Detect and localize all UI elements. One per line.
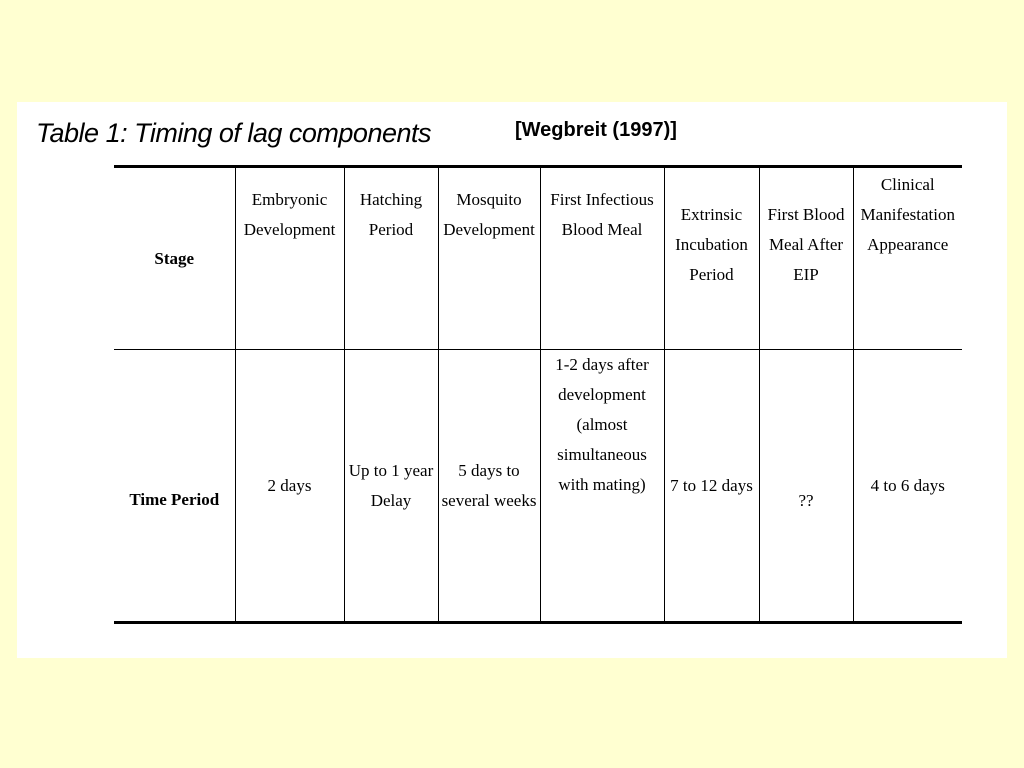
citation: [Wegbreit (1997)]: [515, 119, 677, 141]
period-embryonic-development: 2 days: [267, 475, 312, 495]
period-first-infectious-blood-meal: 1-2 days after development (almost simultaneous with mating): [555, 355, 649, 494]
time-period-cell: [759, 350, 853, 623]
row-header-time-period: Time Period: [114, 350, 235, 623]
period-extrinsic-incubation: 7 to 12 days: [670, 475, 753, 495]
period-mosquito-development: 5 days to several weeks: [441, 460, 537, 510]
stage-mosquito-development: Mosquito Development: [443, 190, 535, 239]
period-clinical-manifestation: 4 to 6 days: [870, 475, 945, 495]
stage-hatching-period: Hatching Period: [359, 190, 423, 239]
slide-title: Table 1: Timing of lag components: [36, 118, 431, 148]
stage-row: [114, 167, 962, 350]
stage-first-blood-meal-after-eip: First Blood Meal After EIP: [767, 205, 845, 284]
period-hatching-period: Up to 1 year Delay: [348, 460, 434, 510]
period-first-blood-meal-after-eip: ??: [798, 490, 814, 510]
stage-cell: [540, 167, 664, 350]
time-period-cell: [344, 350, 438, 623]
time-period-cell: [235, 350, 344, 623]
time-period-row: [114, 350, 962, 623]
lag-components-table: [114, 165, 962, 624]
stage-cell: [235, 167, 344, 350]
stage-cell: [438, 167, 540, 350]
stage-first-infectious-blood-meal: First Infectious Blood Meal: [550, 190, 654, 239]
stage-cell: [759, 167, 853, 350]
stage-embryonic-development: Embryonic Development: [243, 190, 336, 239]
time-period-cell: [438, 350, 540, 623]
stage-cell: [853, 167, 962, 350]
stage-cell: [664, 167, 759, 350]
stage-clinical-manifestation-appearance: Clinical Manifestation Appearance: [860, 175, 955, 254]
row-header-stage: Stage: [114, 167, 235, 350]
time-period-cell: [853, 350, 962, 623]
stage-cell: [344, 167, 438, 350]
time-period-cell: [664, 350, 759, 623]
time-period-cell: [540, 350, 664, 623]
stage-extrinsic-incubation-period: Extrinsic Incubation Period: [675, 205, 748, 284]
